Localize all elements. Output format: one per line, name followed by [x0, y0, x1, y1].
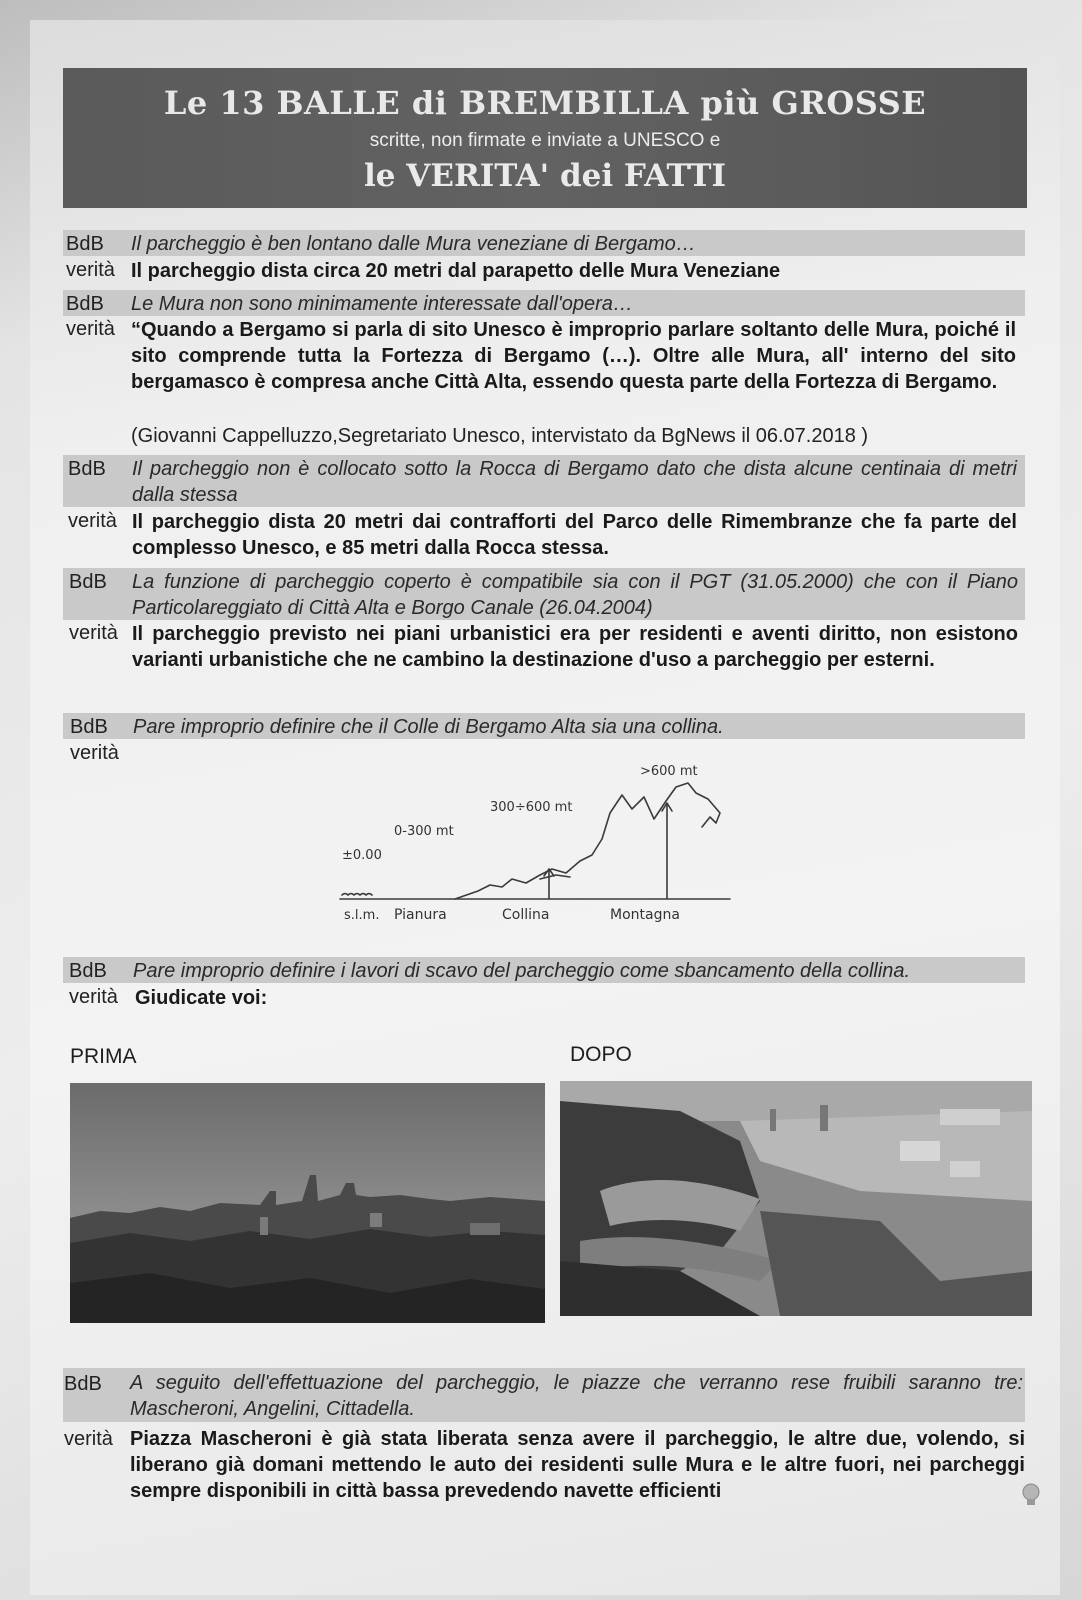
- label-zero: ±0.00: [342, 848, 382, 863]
- bdb-label: BdB: [66, 293, 104, 315]
- verita-label: verità: [69, 622, 118, 644]
- truth-text: Il parcheggio dista circa 20 metri dal parapetto delle Mura Veneziane: [131, 260, 781, 282]
- document-title-2: le VERITA' dei FATTI: [364, 158, 726, 194]
- label-slm: s.l.m.: [344, 908, 380, 923]
- truth-text: Il parcheggio previsto nei piani urbanistici era per residenti e aventi diritto, non esistono varianti urbanistiche che ne cambino la destinazione d'uso a parcheggio per esterni.: [132, 623, 1018, 671]
- bdb-label: BdB: [69, 571, 107, 593]
- label-low: 0-300 mt: [394, 824, 454, 839]
- document-subtitle: scritte, non firmate e inviate a UNESCO e: [369, 130, 721, 151]
- bulb-icon: [1020, 1482, 1042, 1508]
- before-photo: [70, 1083, 545, 1323]
- sea-wave: [342, 894, 372, 896]
- truth-text: “Quando a Bergamo si parla di sito Unesco è improprio parlare soltanto delle Mura, poiché il sito comprende tutta la Fortezza di Bergamo (…). Oltre alle Mura, all' interno del sito bergamasco è compresa anche Città Alta, essendo questa parte della Fortezza di Bergamo.: [131, 319, 1016, 393]
- claim-text: Il parcheggio non è collocato sotto la Rocca di Bergamo dato che dista alcune centinaia di metri dalla stessa: [132, 458, 1017, 506]
- bdb-label: BdB: [69, 960, 107, 982]
- bdb-label: BdB: [66, 233, 104, 255]
- truth-text: Piazza Mascheroni è già stata liberata senza avere il parcheggio, le altre due, volendo, si liberano già domani mettendo le auto dei residenti sulle Mura e le altre fuori, nei parcheggi sempre disponibili in città bassa prevedendo navette efficienti: [130, 1428, 1025, 1502]
- bdb-label: BdB: [68, 458, 106, 480]
- verita-label: verità: [64, 1428, 113, 1450]
- claim-text: Le Mura non sono minimamente interessate dall'opera…: [131, 293, 633, 315]
- verita-label: verità: [68, 510, 117, 532]
- verita-label: verità: [66, 318, 115, 340]
- label-pianura: Pianura: [394, 907, 447, 923]
- altitude-sketch: [330, 765, 750, 930]
- document-title: Le 13 BALLE di BREMBILLA più GROSSE: [163, 84, 927, 122]
- truth-source: (Giovanni Cappelluzzo,Segretariato Unesco, intervistato da BgNews il 06.07.2018 ): [131, 425, 869, 447]
- verita-label: verità: [70, 742, 119, 764]
- bdb-label: BdB: [70, 716, 108, 738]
- label-high: >600 mt: [640, 765, 698, 779]
- label-collina: Collina: [502, 907, 550, 923]
- after-caption: DOPO: [570, 1043, 632, 1066]
- truth-text: Giudicate voi:: [135, 987, 268, 1009]
- verita-label: verità: [66, 259, 115, 281]
- verita-label: verità: [69, 986, 118, 1008]
- label-montagna: Montagna: [610, 907, 680, 923]
- after-photo: [560, 1081, 1032, 1316]
- bdb-label: BdB: [64, 1373, 102, 1395]
- claim-text: Il parcheggio è ben lontano dalle Mura veneziane di Bergamo…: [131, 233, 696, 255]
- before-caption: PRIMA: [70, 1045, 137, 1068]
- label-mid: 300÷600 mt: [490, 800, 573, 815]
- header-banner: [63, 68, 1027, 208]
- claim-text: A seguito dell'effettuazione del parcheggio, le piazze che verranno rese fruibili saranno tre: Mascheroni, Angelini, Cittadella.: [130, 1372, 1023, 1420]
- claim-text: Pare improprio definire i lavori di scavo del parcheggio come sbancamento della collina.: [133, 960, 911, 982]
- claim-text: Pare improprio definire che il Colle di Bergamo Alta sia una collina.: [133, 716, 724, 738]
- truth-text: Il parcheggio dista 20 metri dai contrafforti del Parco delle Rimembranze che fa parte del complesso Unesco, e 85 metri dalla Rocca stessa.: [132, 511, 1017, 559]
- claim-text: La funzione di parcheggio coperto è compatibile sia con il PGT (31.05.2000) che con il Piano Particolareggiato di Città Alta e Borgo Canale (26.04.2004): [132, 571, 1018, 619]
